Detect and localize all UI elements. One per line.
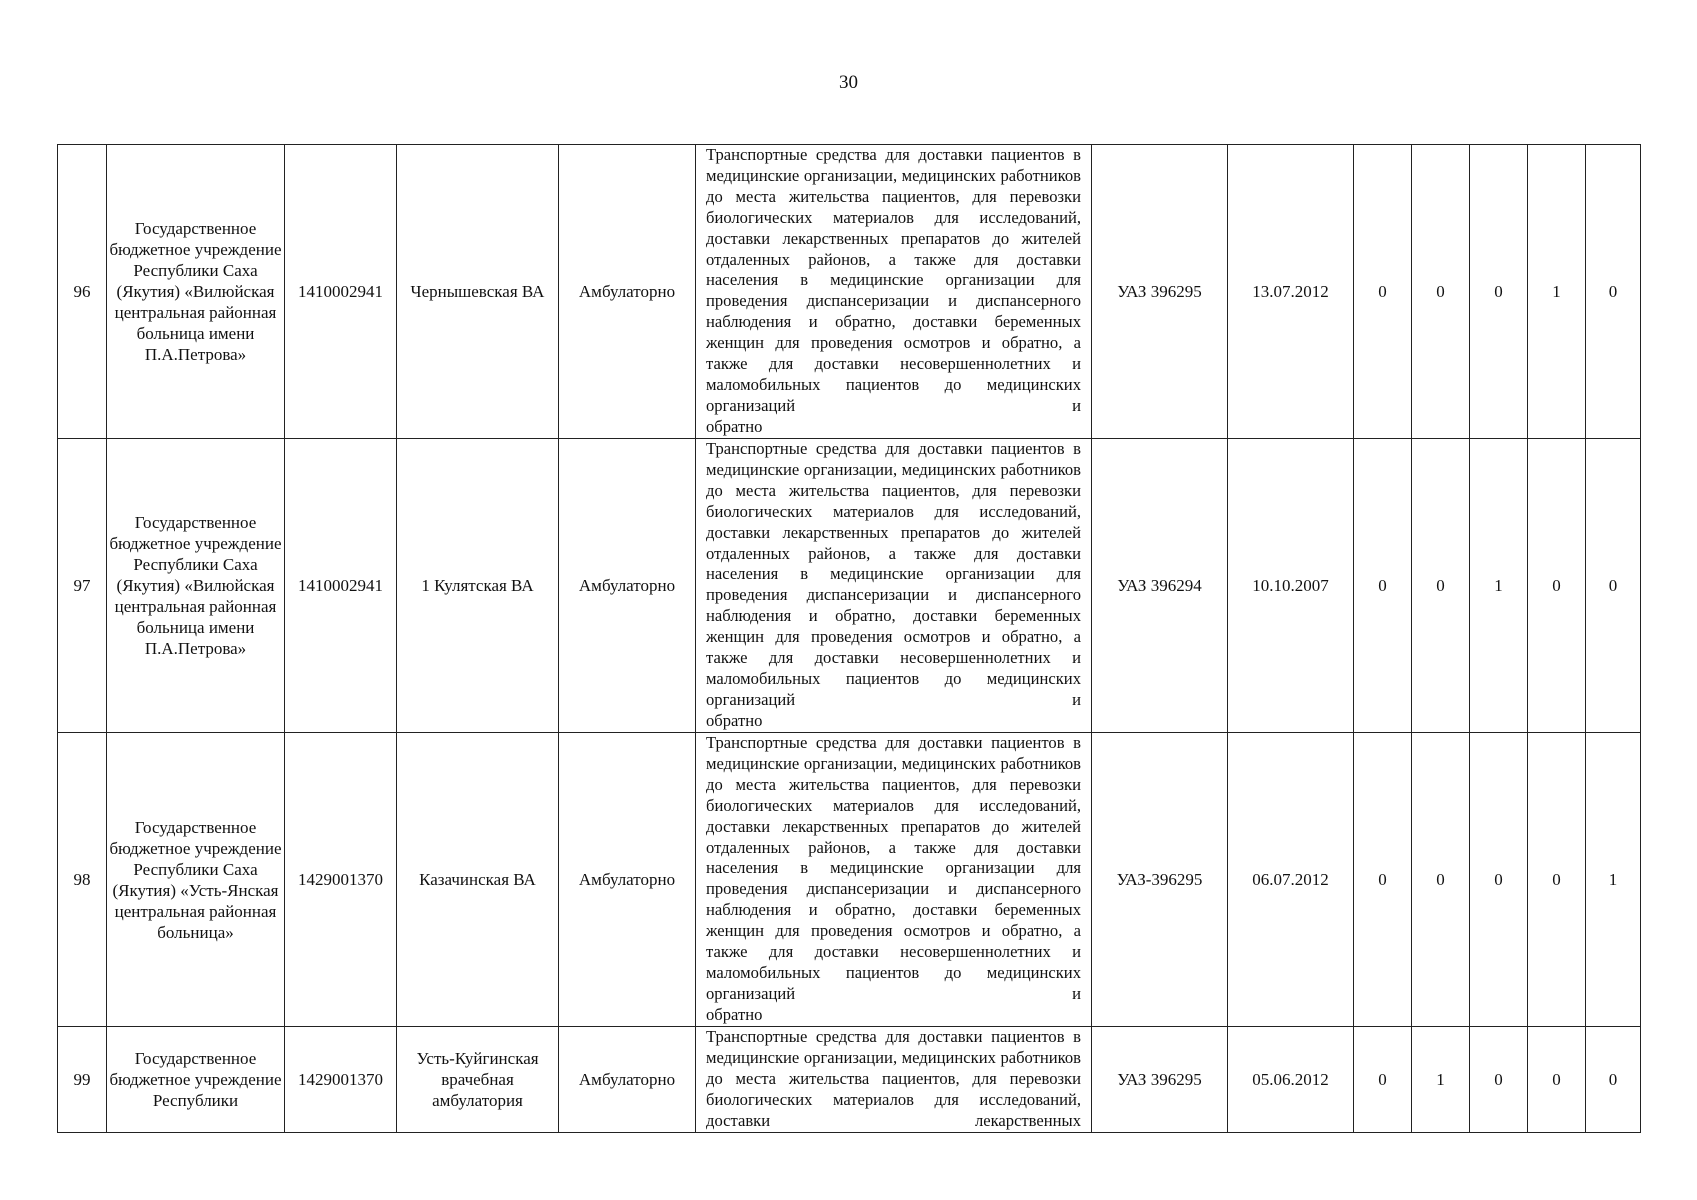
purpose-text-end: обратно (706, 416, 763, 436)
vehicle-model: УАЗ 396295 (1092, 1027, 1228, 1133)
row-number: 99 (58, 1027, 107, 1133)
purpose-description (696, 439, 1092, 733)
unit-name: Чернышевская ВА (397, 145, 559, 439)
row-number: 96 (58, 145, 107, 439)
table-row (58, 733, 1641, 1027)
purpose-text-end: обратно (706, 1004, 763, 1024)
organization-name: Государственное бюджетное учреждение Республики Саха (Якутия) «Усть-Янская центральная районная больница» (107, 733, 285, 1027)
purpose-text-end: обратно (706, 710, 763, 730)
registration-date: 10.10.2007 (1228, 439, 1354, 733)
count-cell: 1 (1470, 439, 1528, 733)
table-row (58, 439, 1641, 733)
purpose-description (696, 733, 1092, 1027)
registration-date: 06.07.2012 (1228, 733, 1354, 1027)
vehicle-model: УАЗ 396295 (1092, 145, 1228, 439)
count-cell: 0 (1470, 733, 1528, 1027)
count-cell: 0 (1412, 145, 1470, 439)
count-cell: 0 (1470, 145, 1528, 439)
count-cell: 0 (1586, 1027, 1641, 1133)
registration-date: 05.06.2012 (1228, 1027, 1354, 1133)
organization-name: Государственное бюджетное учреждение Республики Саха (Якутия) «Вилюйская центральная районная больница имени П.А.Петрова» (107, 439, 285, 733)
purpose-text: Транспортные средства для доставки пациентов в медицинские организации, медицинских работников до места жительства пациентов, для перевозки биологических материалов для исследований, доставки лекарственных препаратов до жителей отдаленных районов, а также для доставки населения в медицинские организации для проведения диспансеризации и диспансерного наблюдения и обратно, доставки беременных женщин для проведения осмотров и обратно, а также для доставки несовершеннолетних и маломобильных пациентов до медицинских организаций и (706, 733, 1081, 1003)
count-cell: 0 (1528, 733, 1586, 1027)
count-cell: 1 (1528, 145, 1586, 439)
vehicle-model: УАЗ-396295 (1092, 733, 1228, 1027)
care-type: Амбулаторно (559, 439, 696, 733)
count-cell: 0 (1586, 145, 1641, 439)
count-cell: 0 (1412, 733, 1470, 1027)
purpose-text: Транспортные средства для доставки пациентов в медицинские организации, медицинских работников до места жительства пациентов, для перевозки биологических материалов для исследований, доставки лекарственных препаратов до жителей отдаленных районов, а также для доставки населения в медицинские организации для проведения диспансеризации и диспансерного наблюдения и обратно, доставки беременных женщин для проведения осмотров и обратно, а также для доставки несовершеннолетних и маломобильных пациентов до медицинских организаций и (706, 439, 1081, 709)
count-cell: 1 (1586, 733, 1641, 1027)
purpose-description (696, 1027, 1092, 1133)
vehicle-model: УАЗ 396294 (1092, 439, 1228, 733)
count-cell: 0 (1528, 439, 1586, 733)
unit-name: Усть-Куйгинская врачебная амбулатория (397, 1027, 559, 1133)
count-cell: 0 (1354, 439, 1412, 733)
count-cell: 1 (1412, 1027, 1470, 1133)
purpose-text-partial: Транспортные средства для доставки пациентов в медицинские организации, медицинских работников до места жительства пациентов, для перевозки биологических материалов для исследований, доставки лекарственных (706, 1027, 1081, 1130)
row-number: 98 (58, 733, 107, 1027)
unit-name: Казачинская ВА (397, 733, 559, 1027)
count-cell: 0 (1354, 733, 1412, 1027)
care-type: Амбулаторно (559, 733, 696, 1027)
organization-name: Государственное бюджетное учреждение Республики (107, 1027, 285, 1133)
page-number: 30 (839, 72, 858, 93)
unit-name: 1 Кулятская ВА (397, 439, 559, 733)
table-row (58, 1027, 1641, 1133)
count-cell: 0 (1354, 1027, 1412, 1133)
inn-code: 1410002941 (285, 145, 397, 439)
count-cell: 0 (1470, 1027, 1528, 1133)
count-cell: 0 (1528, 1027, 1586, 1133)
row-number: 97 (58, 439, 107, 733)
organization-name: Государственное бюджетное учреждение Республики Саха (Якутия) «Вилюйская центральная районная больница имени П.А.Петрова» (107, 145, 285, 439)
inn-code: 1429001370 (285, 733, 397, 1027)
count-cell: 0 (1354, 145, 1412, 439)
purpose-text: Транспортные средства для доставки пациентов в медицинские организации, медицинских работников до места жительства пациентов, для перевозки биологических материалов для исследований, доставки лекарственных препаратов до жителей отдаленных районов, а также для доставки населения в медицинские организации для проведения диспансеризации и диспансерного наблюдения и обратно, доставки беременных женщин для проведения осмотров и обратно, а также для доставки несовершеннолетних и маломобильных пациентов до медицинских организаций и (706, 145, 1081, 415)
registration-date: 13.07.2012 (1228, 145, 1354, 439)
purpose-description (696, 145, 1092, 439)
care-type: Амбулаторно (559, 1027, 696, 1133)
inn-code: 1410002941 (285, 439, 397, 733)
care-type: Амбулаторно (559, 145, 696, 439)
count-cell: 0 (1586, 439, 1641, 733)
count-cell: 0 (1412, 439, 1470, 733)
inn-code: 1429001370 (285, 1027, 397, 1133)
vehicle-registry-table (57, 144, 1641, 1133)
table-row (58, 145, 1641, 439)
